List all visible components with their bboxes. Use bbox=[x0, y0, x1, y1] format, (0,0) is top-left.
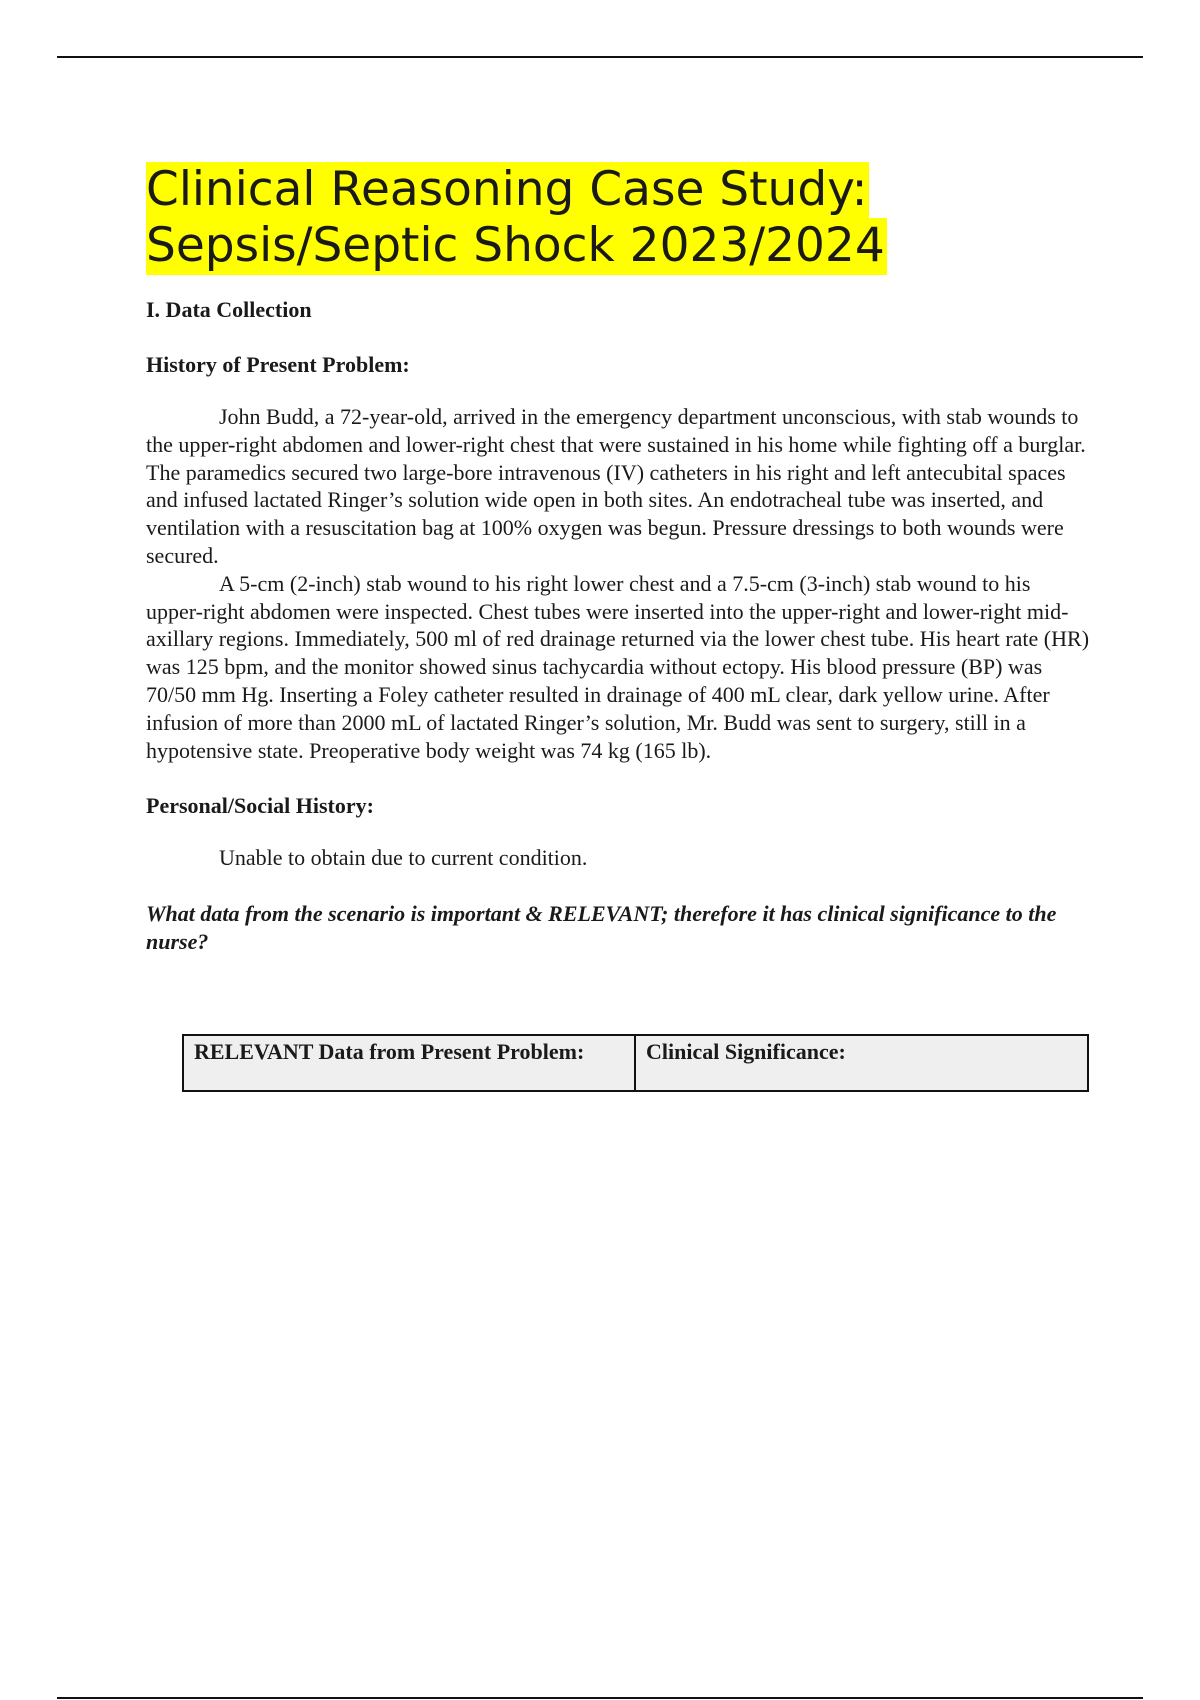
history-paragraph-1: John Budd, a 72-year-old, arrived in the emergency department unconscious, with stab wounds to the upper-right abdomen and lower-right chest that were sustained in his home while fighting off a burglar. The paramedics secured two large-bore intravenous (IV) catheters in his right and left antecubital spaces and infused lactated Ringer’s solution wide open in both sites. An endotracheal tube was inserted, and ventilation with a resuscitation bag at 100% oxygen was begun. Pressure dressings to both wounds were secured. bbox=[146, 404, 1086, 568]
relevant-data-table bbox=[182, 1034, 1089, 1092]
relevant-data-header: RELEVANT Data from Present Problem: bbox=[183, 1035, 635, 1091]
document-body bbox=[146, 162, 1090, 983]
table-header-row bbox=[183, 1035, 1088, 1091]
bottom-rule bbox=[57, 1697, 1143, 1699]
document-title bbox=[146, 162, 1090, 274]
relevance-question: What data from the scenario is important & RELEVANT; therefore it has clinical significance to the nurse? bbox=[146, 901, 1057, 955]
title-line-1: Clinical Reasoning Case Study: bbox=[146, 162, 868, 217]
personal-history-text: Unable to obtain due to current condition. bbox=[219, 845, 588, 871]
title-line-2: Sepsis/Septic Shock 2023/2024 bbox=[146, 218, 885, 273]
history-text bbox=[146, 403, 1090, 764]
top-rule bbox=[57, 56, 1143, 58]
history-paragraph-2: A 5-cm (2-inch) stab wound to his right lower chest and a 7.5-cm (3-inch) stab wound to his upper-right abdomen were inspected. Chest tubes were inserted into the upper-right and lower-right mid-axillary regions. Immediately, 500 ml of red drainage returned via the lower chest tube. His heart rate (HR) was 125 bpm, and the monitor showed sinus tachycardia without ectopy. His blood pressure (BP) was 70/50 mm Hg. Inserting a Foley catheter resulted in drainage of 400 mL clear, dark yellow urine. After infusion of more than 2000 mL of lactated Ringer’s solution, Mr. Budd was sent to surgery, still in a hypotensive state. Preoperative body weight was 74 kg (165 lb). bbox=[146, 570, 1090, 763]
section-heading: I. Data Collection bbox=[146, 297, 312, 322]
clinical-significance-header: Clinical Significance: bbox=[635, 1035, 1088, 1091]
history-heading: History of Present Problem: bbox=[146, 352, 410, 377]
personal-history-heading: Personal/Social History: bbox=[146, 793, 374, 819]
